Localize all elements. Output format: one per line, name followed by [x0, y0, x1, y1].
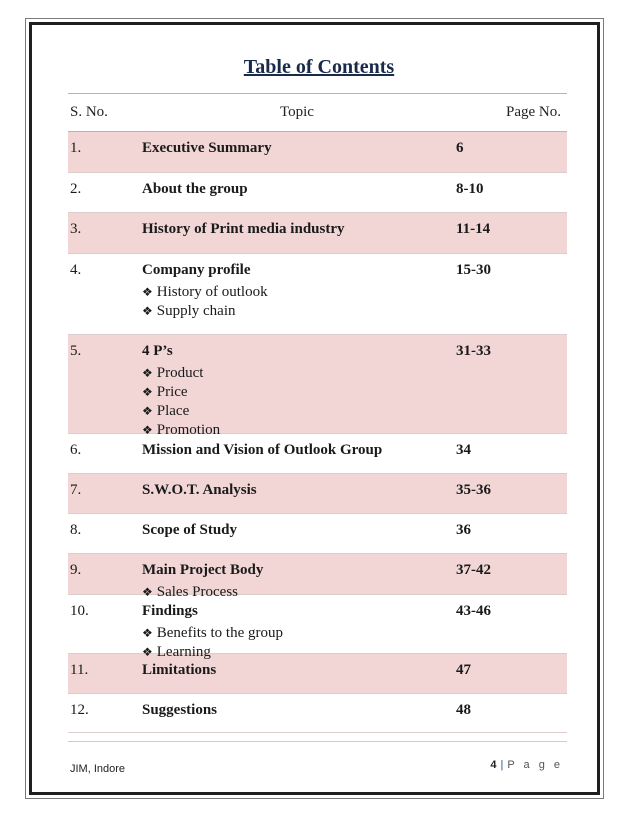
toc-row	[68, 554, 567, 600]
row-sub-list	[142, 364, 452, 440]
diamond-bullet-icon: ❖	[142, 385, 153, 399]
sub-item-text: Benefits to the group	[156, 625, 283, 641]
row-page: 48	[456, 702, 471, 718]
toc-row	[68, 694, 567, 733]
row-sno: 2.	[70, 181, 82, 197]
row-sno: 7.	[70, 482, 82, 498]
sub-list-item	[142, 421, 452, 440]
row-topic	[142, 603, 452, 662]
row-topic-title: About the group	[142, 181, 248, 197]
row-sub-list	[142, 583, 452, 602]
toc-table	[68, 93, 567, 733]
footer-separator: |	[500, 759, 504, 771]
header-sno: S. No.	[70, 104, 108, 120]
row-topic	[142, 522, 452, 539]
row-topic	[142, 702, 452, 719]
sub-list-item	[142, 583, 452, 602]
row-sno: 11.	[70, 662, 89, 678]
diamond-bullet-icon: ❖	[142, 285, 153, 299]
diamond-bullet-icon: ❖	[142, 585, 153, 599]
row-topic-title: Findings	[142, 603, 198, 619]
row-sno: 12.	[70, 702, 89, 718]
sub-item-text: Supply chain	[156, 303, 236, 319]
sub-list-item	[142, 402, 452, 421]
row-topic	[142, 221, 452, 238]
sub-list-item	[142, 364, 452, 383]
sub-item-text: Place	[156, 403, 190, 419]
sub-item-text: Price	[156, 384, 188, 400]
row-topic-title: History of Print media industry	[142, 221, 345, 237]
row-page: 37-42	[456, 562, 491, 578]
toc-row	[68, 474, 567, 514]
row-page: 6	[456, 140, 464, 156]
row-sub-list	[142, 624, 452, 662]
row-sno: 8.	[70, 522, 82, 538]
row-topic	[142, 442, 452, 459]
sub-item-text: Product	[156, 365, 204, 381]
toc-header-row	[68, 93, 567, 132]
toc-row	[68, 595, 567, 660]
row-topic-title: Mission and Vision of Outlook Group	[142, 442, 383, 458]
toc-row	[68, 514, 567, 554]
toc-title: Table of Contents	[243, 56, 395, 78]
diamond-bullet-icon: ❖	[142, 626, 153, 640]
sub-list-item	[142, 624, 452, 643]
row-sno: 6.	[70, 442, 82, 458]
row-page: 35-36	[456, 482, 491, 498]
row-page: 34	[456, 442, 471, 458]
row-topic-title: Company profile	[142, 262, 251, 278]
row-page: 8-10	[456, 181, 484, 197]
row-topic	[142, 181, 452, 198]
sub-list-item	[142, 302, 452, 321]
row-topic-title: 4 P’s	[142, 343, 173, 359]
row-topic	[142, 140, 452, 157]
row-topic	[142, 343, 452, 440]
row-topic-title: S.W.O.T. Analysis	[142, 482, 257, 498]
sub-list-item	[142, 643, 452, 662]
row-topic-title: Limitations	[142, 662, 217, 678]
footer-institute: JIM, Indore	[70, 763, 126, 775]
toc-row	[68, 434, 567, 474]
row-sno: 3.	[70, 221, 82, 237]
toc-row	[68, 335, 567, 438]
row-topic	[142, 562, 452, 602]
diamond-bullet-icon: ❖	[142, 423, 153, 437]
sub-item-text: History of outlook	[156, 284, 268, 300]
toc-row	[68, 254, 567, 335]
row-page: 11-14	[456, 221, 491, 237]
row-page: 36	[456, 522, 471, 538]
row-sub-list	[142, 283, 452, 321]
row-sno: 4.	[70, 262, 82, 278]
row-sno: 10.	[70, 603, 89, 619]
footer-divider	[68, 741, 567, 742]
row-topic-title: Scope of Study	[142, 522, 238, 538]
row-topic	[142, 662, 452, 679]
row-topic	[142, 262, 452, 321]
toc-row	[68, 213, 567, 254]
row-page: 47	[456, 662, 471, 678]
sub-item-text: Learning	[156, 644, 211, 660]
toc-body	[68, 132, 567, 733]
row-page: 43-46	[456, 603, 491, 619]
row-sno: 1.	[70, 140, 82, 156]
toc-row	[68, 173, 567, 213]
row-page: 15-30	[456, 262, 491, 278]
footer-page-word: P a g e	[507, 759, 563, 771]
row-sno: 5.	[70, 343, 82, 359]
diamond-bullet-icon: ❖	[142, 366, 153, 380]
diamond-bullet-icon: ❖	[142, 645, 153, 659]
sub-item-text: Promotion	[156, 422, 221, 438]
row-topic-title: Main Project Body	[142, 562, 264, 578]
row-page: 31-33	[456, 343, 491, 359]
diamond-bullet-icon: ❖	[142, 404, 153, 418]
diamond-bullet-icon: ❖	[142, 304, 153, 318]
footer-page-indicator	[490, 759, 563, 771]
header-topic: Topic	[280, 104, 314, 120]
row-topic-title: Executive Summary	[142, 140, 272, 156]
row-topic	[142, 482, 452, 499]
footer-page-number: 4	[490, 759, 497, 771]
row-sno: 9.	[70, 562, 82, 578]
sub-list-item	[142, 383, 452, 402]
header-page: Page No.	[506, 104, 561, 120]
toc-row	[68, 132, 567, 173]
sub-item-text: Sales Process	[156, 584, 239, 600]
sub-list-item	[142, 283, 452, 302]
row-topic-title: Suggestions	[142, 702, 218, 718]
